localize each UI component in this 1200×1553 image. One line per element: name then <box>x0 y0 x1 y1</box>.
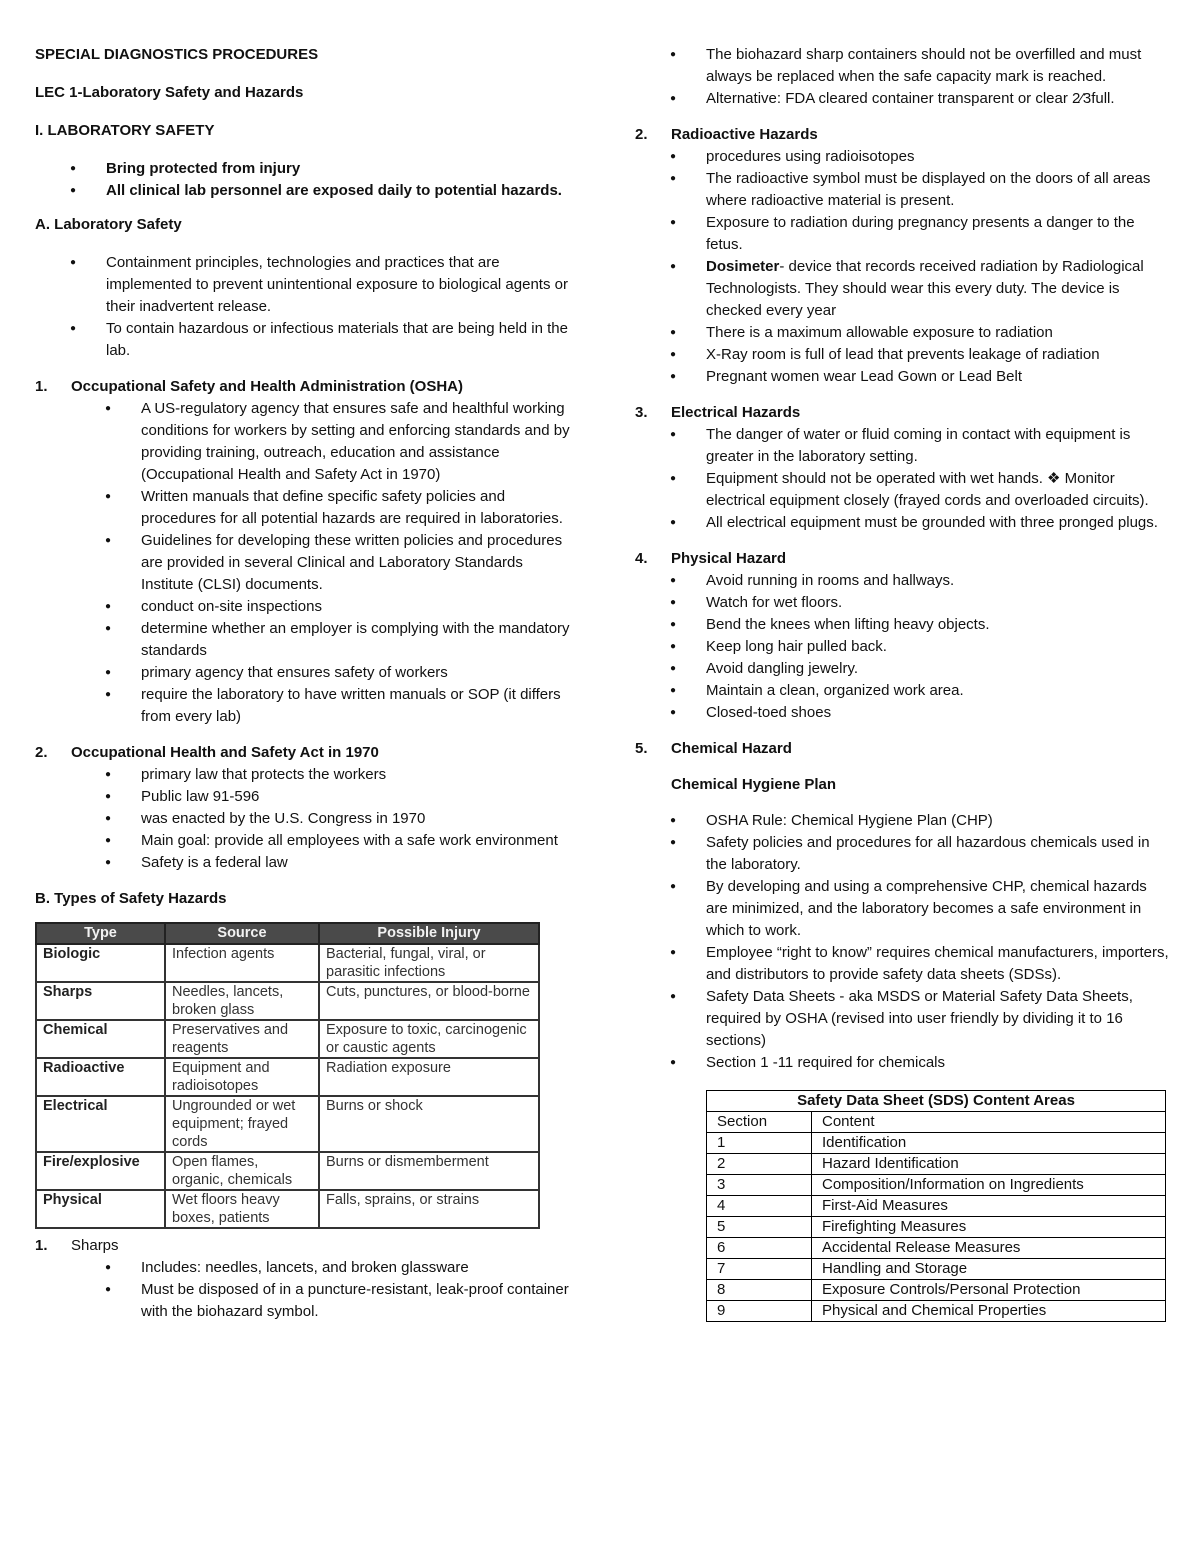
list-item: ● Must be disposed of in a puncture-resistant, leak-proof container with the biohazard symbol. <box>35 1279 575 1323</box>
list-item: ● Safety Data Sheets - aka MSDS or Material Safety Data Sheets, required by OSHA (revised into user friendly by dividing it to 16 sections) <box>635 986 1170 1052</box>
list-item: ● Section 1 -11 required for chemicals <box>635 1052 1170 1074</box>
list-item: ● Keep long hair pulled back. <box>635 636 1170 658</box>
table-row: 6 Accidental Release Measures <box>707 1238 1166 1259</box>
table-row: 2 Hazard Identification <box>707 1154 1166 1175</box>
list-item: ● OSHA Rule: Chemical Hygiene Plan (CHP) <box>635 810 1170 832</box>
chemical-list <box>635 810 1170 1074</box>
table-row: Electrical Ungrounded or wet equipment; frayed cords Burns or shock <box>36 1096 539 1152</box>
table-row: Radioactive Equipment and radioisotopes Radiation exposure <box>36 1058 539 1096</box>
list-item: ● Containment principles, technologies and practices that are implemented to prevent unintentional exposure to biological agents or their inadvertent release. <box>35 252 575 318</box>
section-b-heading: B. Types of Safety Hazards <box>35 890 227 907</box>
column-header: Possible Injury <box>319 923 539 944</box>
osha-heading: 1. Occupational Safety and Health Administration (OSHA) <box>35 378 463 395</box>
list-item: ● Avoid running in rooms and hallways. <box>635 570 1170 592</box>
physical-list <box>635 570 1170 724</box>
list-item: ● Safety is a federal law <box>35 852 575 874</box>
list-item: ● X-Ray room is full of lead that prevents leakage of radiation <box>635 344 1170 366</box>
dosimeter-term: Dosimeter <box>706 258 780 275</box>
osha-list <box>35 398 575 728</box>
column-header: Section <box>707 1112 812 1133</box>
list-item: ● Bend the knees when lifting heavy objects. <box>635 614 1170 636</box>
hazard-types-table <box>35 922 540 1229</box>
list-item: ● Safety policies and procedures for all hazardous chemicals used in the laboratory. <box>635 832 1170 876</box>
right-column <box>635 44 1170 1322</box>
list-item: ● Public law 91-596 <box>35 786 575 808</box>
list-item: ● was enacted by the U.S. Congress in 1970 <box>35 808 575 830</box>
radioactive-list <box>635 146 1170 388</box>
physical-heading: 4. Physical Hazard <box>635 550 787 567</box>
table-header-row <box>36 923 539 944</box>
list-item: ● All clinical lab personnel are exposed daily to potential hazards. <box>35 180 575 202</box>
list-item: ● Watch for wet floors. <box>635 592 1170 614</box>
list-item: ● The danger of water or fluid coming in contact with equipment is greater in the laboratory setting. <box>635 424 1170 468</box>
list-item: ● primary agency that ensures safety of workers <box>35 662 575 684</box>
list-item: ● Closed-toed shoes <box>635 702 1170 724</box>
list-item: ● Written manuals that define specific safety policies and procedures for all potential hazards are required in laboratories. <box>35 486 575 530</box>
table-row: 1 Identification <box>707 1133 1166 1154</box>
list-item: ● require the laboratory to have written manuals or SOP (it differs from every lab) <box>35 684 575 728</box>
list-item: ● By developing and using a comprehensive CHP, chemical hazards are minimized, and the laboratory becomes a safe environment in which to work. <box>635 876 1170 942</box>
list-item: ● Avoid dangling jewelry. <box>635 658 1170 680</box>
intro-list <box>35 158 575 202</box>
table-header-row <box>707 1112 1166 1133</box>
list-item: ● Bring protected from injury <box>35 158 575 180</box>
column-header: Type <box>36 923 165 944</box>
ohsa-act-list <box>35 764 575 874</box>
ohsa-act-heading: 2. Occupational Health and Safety Act in 1970 <box>35 744 379 761</box>
section-a-list <box>35 252 575 362</box>
column-header: Source <box>165 923 319 944</box>
table-row: Sharps Needles, lancets, broken glass Cuts, punctures, or blood-borne <box>36 982 539 1020</box>
sharps-list-continued <box>635 44 1170 110</box>
list-item: ● Maintain a clean, organized work area. <box>635 680 1170 702</box>
sds-table-title: Safety Data Sheet (SDS) Content Areas <box>707 1091 1166 1112</box>
sds-table <box>706 1090 1166 1322</box>
sharps-heading: 1. Sharps <box>35 1237 119 1254</box>
chemical-heading: 5. Chemical Hazard <box>635 740 792 757</box>
list-item: ● Employee “right to know” requires chemical manufacturers, importers, and distributors to provide safety data sheets (SDSs). <box>635 942 1170 986</box>
table-row: 7 Handling and Storage <box>707 1259 1166 1280</box>
electrical-heading: 3. Electrical Hazards <box>635 404 801 421</box>
table-row: 3 Composition/Information on Ingredients <box>707 1175 1166 1196</box>
table-row: Physical Wet floors heavy boxes, patients Falls, sprains, or strains <box>36 1190 539 1228</box>
list-item: ● procedures using radioisotopes <box>635 146 1170 168</box>
part-title: I. LABORATORY SAFETY <box>35 122 215 139</box>
column-header: Content <box>812 1112 1166 1133</box>
chemical-subtitle: Chemical Hygiene Plan <box>671 776 837 793</box>
table-row: Chemical Preservatives and reagents Exposure to toxic, carcinogenic or caustic agents <box>36 1020 539 1058</box>
list-item: ● conduct on-site inspections <box>35 596 575 618</box>
list-item: ● Main goal: provide all employees with a safe work environment <box>35 830 575 852</box>
lecture-title: LEC 1-Laboratory Safety and Hazards <box>35 84 304 101</box>
table-row: Biologic Infection agents Bacterial, fungal, viral, or parasitic infections <box>36 944 539 982</box>
section-a-heading: A. Laboratory Safety <box>35 216 182 233</box>
list-item: ● determine whether an employer is complying with the mandatory standards <box>35 618 575 662</box>
table-row: 5 Firefighting Measures <box>707 1217 1166 1238</box>
table-row: Fire/explosive Open flames, organic, chemicals Burns or dismemberment <box>36 1152 539 1190</box>
left-column <box>35 40 575 1323</box>
list-item: ● The radioactive symbol must be displayed on the doors of all areas where radioactive material is present. <box>635 168 1170 212</box>
radioactive-heading: 2. Radioactive Hazards <box>635 126 818 143</box>
table-row: 9 Physical and Chemical Properties <box>707 1301 1166 1322</box>
list-item: ● Guidelines for developing these written policies and procedures are provided in several Clinical and Laboratory Standards Institute (CLSI) documents. <box>35 530 575 596</box>
course-title: SPECIAL DIAGNOSTICS PROCEDURES <box>35 46 319 63</box>
list-item: ● The biohazard sharp containers should not be overfilled and must always be replaced when the safe capacity mark is reached. <box>635 44 1170 88</box>
list-item: ● primary law that protects the workers <box>35 764 575 786</box>
list-item: ● All electrical equipment must be grounded with three pronged plugs. <box>635 512 1170 534</box>
list-item: ● Pregnant women wear Lead Gown or Lead Belt <box>635 366 1170 388</box>
electrical-list <box>635 424 1170 534</box>
list-item: ● Alternative: FDA cleared container transparent or clear 2⁄3full. <box>635 88 1170 110</box>
table-row: 8 Exposure Controls/Personal Protection <box>707 1280 1166 1301</box>
list-item: ● Exposure to radiation during pregnancy presents a danger to the fetus. <box>635 212 1170 256</box>
list-item: ● Equipment should not be operated with wet hands. ❖ Monitor electrical equipment closely (frayed cords and overloaded circuits). <box>635 468 1170 512</box>
list-item: ● Includes: needles, lancets, and broken glassware <box>35 1257 575 1279</box>
sharps-list <box>35 1257 575 1323</box>
list-item: ● Dosimeter- device that records received radiation by Radiological Technologists. They should wear this every duty. The device is checked every year <box>635 256 1170 322</box>
list-item: ● A US-regulatory agency that ensures safe and healthful working conditions for workers by setting and enforcing standards and by providing training, outreach, education and assistance (Occupational Health and Safety Act in 1970) <box>35 398 575 486</box>
list-item: ● To contain hazardous or infectious materials that are being held in the lab. <box>35 318 575 362</box>
table-row: 4 First-Aid Measures <box>707 1196 1166 1217</box>
list-item: ● There is a maximum allowable exposure to radiation <box>635 322 1170 344</box>
